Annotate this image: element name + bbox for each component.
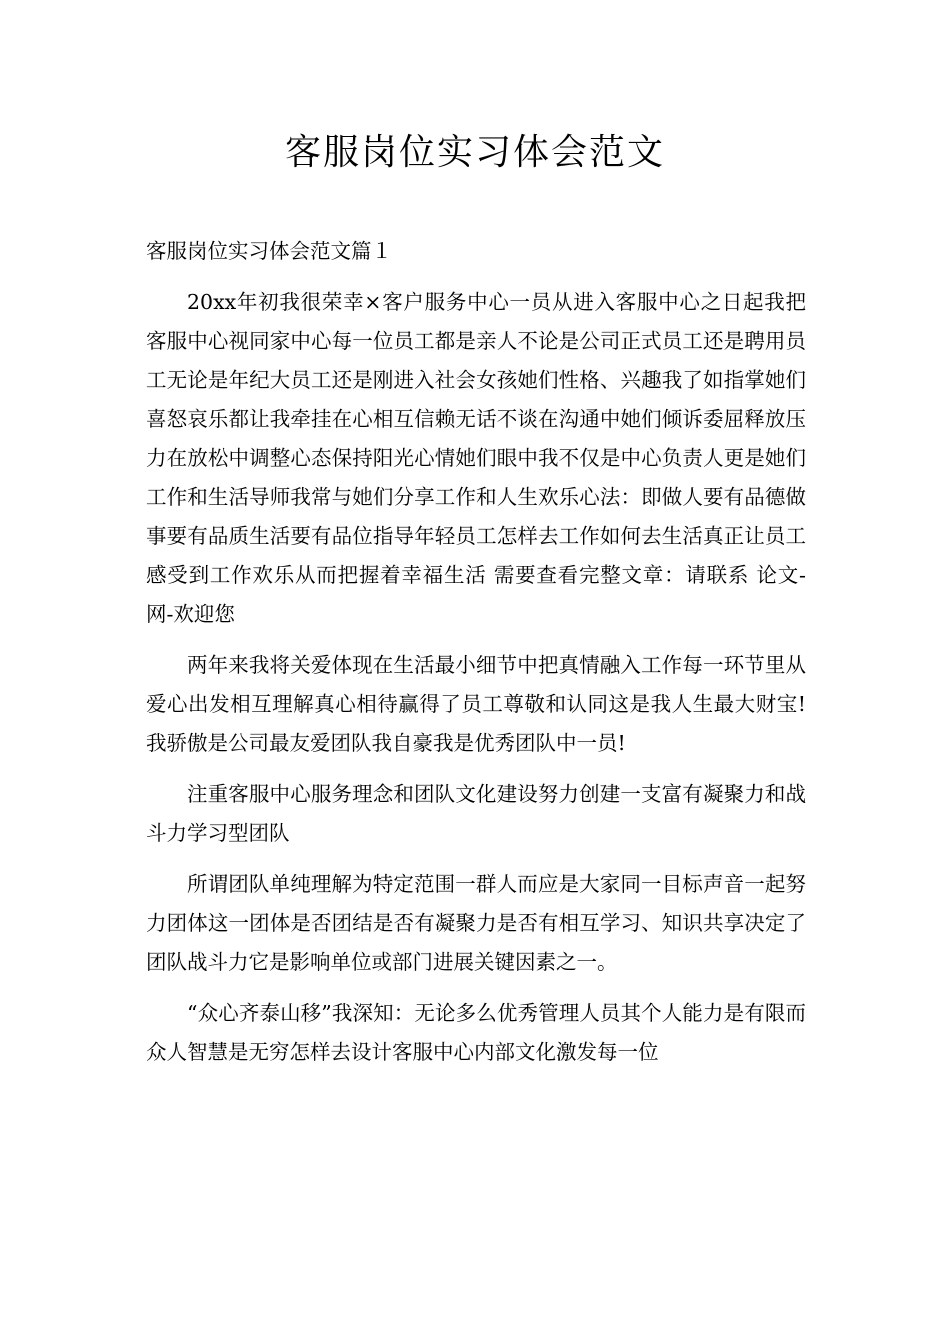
paragraph-3: 注重客服中心服务理念和团队文化建设努力创建一支富有凝聚力和战斗力学习型团队 (146, 782, 806, 845)
paragraph-4: 所谓团队单纯理解为特定范围一群人而应是大家同一目标声音一起努力团体这一团体是否团结是否有凝聚力是否有相互学习、知识共享决定了团队战斗力它是影响单位或部门进展关键因素之一。 (146, 872, 806, 974)
paragraph-2: 两年来我将关爱体现在生活最小细节中把真情融入工作每一环节里从爱心出发相互理解真心相待赢得了员工尊敬和认同这是我人生最大财宝!我骄傲是公司最友爱团队我自豪我是优秀团队中一员! (146, 653, 806, 755)
document-body (146, 232, 806, 1084)
paragraph-5: “众心齐泰山移”我深知：无论多么优秀管理人员其个人能力是有限而众人智慧是无穷怎样去设计客服中心内部文化激发每一位 (146, 1001, 806, 1064)
paragraph-1: 20xx年初我很荣幸×客户服务中心一员从进入客服中心之日起我把客服中心视同家中心每一位员工都是亲人不论是公司正式员工还是聘用员工无论是年纪大员工还是刚进入社会女孩她们性格、兴趣我了如指掌她们喜怒哀乐都让我牵挂在心相互信赖无话不谈在沟通中她们倾诉委屈释放压力在放松中调整心态保持阳光心情她们眼中我不仅是中心负责人更是她们工作和生活导师我常与她们分享工作和人生欢乐心法：即做人要有品德做事要有品质生活要有品位指导年轻员工怎样去工作如何去生活真正让员工感受到工作欢乐从而把握着幸福生活 需要查看完整文章：请联系 论文-网-欢迎您 (146, 290, 806, 626)
section-heading: 客服岗位实习体会范文篇１ (146, 239, 392, 263)
document-title: 客服岗位实习体会范文 (284, 132, 665, 173)
